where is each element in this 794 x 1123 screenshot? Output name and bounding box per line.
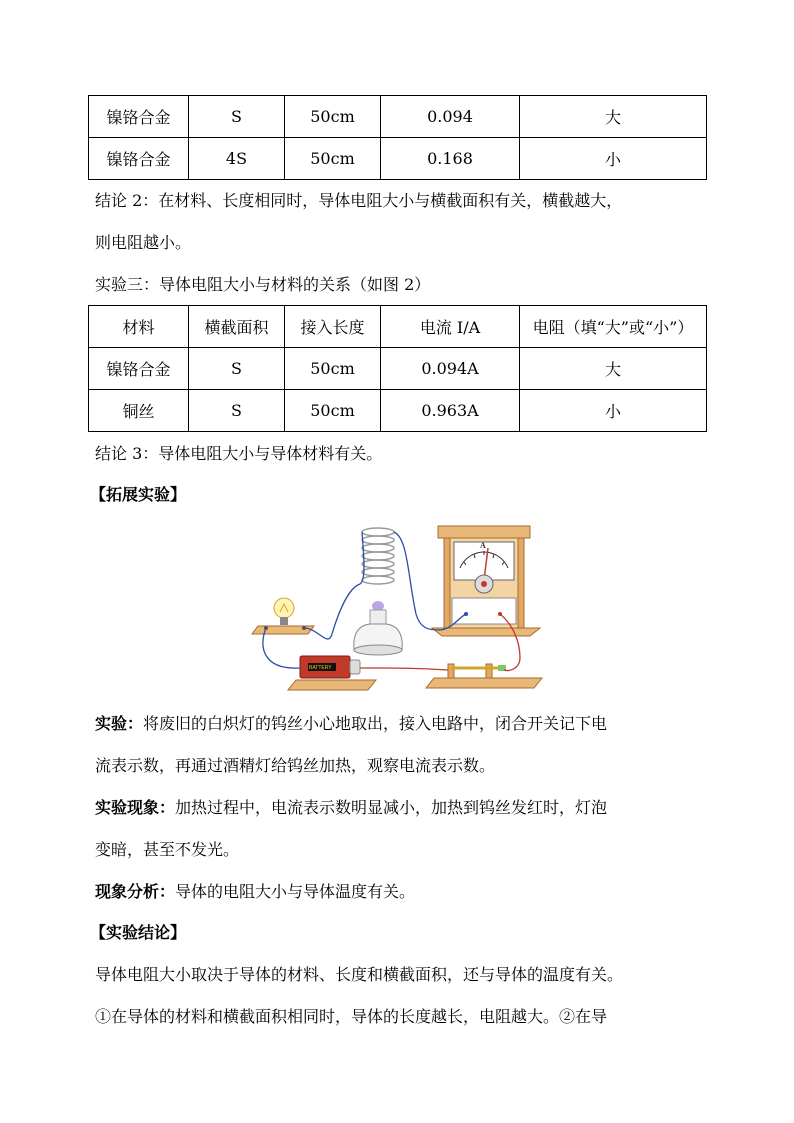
table-header-row xyxy=(89,306,707,348)
column-header: 横截面积 xyxy=(189,306,285,348)
phenomenon-line-2: 变暗，甚至不发光。 xyxy=(95,840,240,859)
experiment-3-title: 实验三：导体电阻大小与材料的关系（如图 2） xyxy=(95,275,431,294)
column-header: 电阻（填“大”或“小”） xyxy=(520,306,707,348)
table-cell: 50cm xyxy=(285,138,381,180)
final-line-1: 导体电阻大小取决于导体的材料、长度和横截面积，还与导体的温度有关。 xyxy=(95,965,624,984)
table-cell: 0.168 xyxy=(381,138,520,180)
table-cell: 0.094 xyxy=(381,96,520,138)
table-row xyxy=(89,138,707,180)
table-cell: 镍铬合金 xyxy=(89,96,189,138)
table-cell: 50cm xyxy=(285,348,381,390)
column-header: 材料 xyxy=(89,306,189,348)
switch xyxy=(426,664,542,688)
analysis-text: 导体的电阻大小与导体温度有关。 xyxy=(175,882,416,901)
table-cell: 大 xyxy=(520,96,707,138)
final-line-2: ①在导体的材料和横截面积相同时，导体的长度越长，电阻越大。②在导 xyxy=(95,1007,608,1026)
table-cell: 50cm xyxy=(285,390,381,432)
ammeter xyxy=(432,526,540,636)
ammeter-label: A xyxy=(480,541,486,550)
alcohol-lamp xyxy=(354,601,402,655)
table-cell: 50cm xyxy=(285,96,381,138)
table-cell: 0.094A xyxy=(381,348,520,390)
table-cell: S xyxy=(189,390,285,432)
battery-label: BATTERY xyxy=(309,665,332,671)
table-row xyxy=(89,348,707,390)
table-row xyxy=(89,390,707,432)
analysis-label: 现象分析： xyxy=(95,882,176,901)
phenomenon-line-1 xyxy=(95,797,707,819)
experiment-text-1: 将废旧的白炽灯的钨丝小心地取出，接入电路中，闭合开关记下电 xyxy=(143,714,608,733)
circuit-figure xyxy=(248,518,548,696)
conclusion-2-line-1: 结论 2：在材料、长度相同时，导体电阻大小与横截面积有关，横截越大， xyxy=(95,191,623,210)
table-cell: 0.963A xyxy=(381,390,520,432)
tungsten-coil xyxy=(362,528,394,584)
phenomenon-label: 实验现象： xyxy=(95,798,176,817)
analysis-line xyxy=(95,881,707,903)
extension-heading: 【拓展实验】 xyxy=(90,485,187,504)
table-cell: 镍铬合金 xyxy=(89,138,189,180)
table-cell: S xyxy=(189,348,285,390)
table-cell: 大 xyxy=(520,348,707,390)
resistance-material-table xyxy=(88,305,707,432)
table-row xyxy=(89,96,707,138)
experiment-label: 实验： xyxy=(95,714,144,733)
conclusion-2-line-2: 则电阻越小。 xyxy=(95,233,192,252)
battery xyxy=(288,656,376,690)
experiment-line-2: 流表示数，再通过酒精灯给钨丝加热，观察电流表示数。 xyxy=(95,756,496,775)
table-cell: 镍铬合金 xyxy=(89,348,189,390)
table-cell: 小 xyxy=(520,138,707,180)
column-header: 接入长度 xyxy=(285,306,381,348)
table-cell: 铜丝 xyxy=(89,390,189,432)
experiment-line-1 xyxy=(95,713,707,735)
column-header: 电流 I/A xyxy=(381,306,520,348)
table-cell: 小 xyxy=(520,390,707,432)
table-cell: S xyxy=(189,96,285,138)
conclusion-heading: 【实验结论】 xyxy=(90,923,187,942)
table-cell: 4S xyxy=(189,138,285,180)
resistance-area-table xyxy=(88,95,707,180)
conclusion-3: 结论 3：导体电阻大小与导体材料有关。 xyxy=(95,444,383,463)
phenomenon-text-1: 加热过程中，电流表示数明显减小，加热到钨丝发红时，灯泡 xyxy=(175,798,608,817)
